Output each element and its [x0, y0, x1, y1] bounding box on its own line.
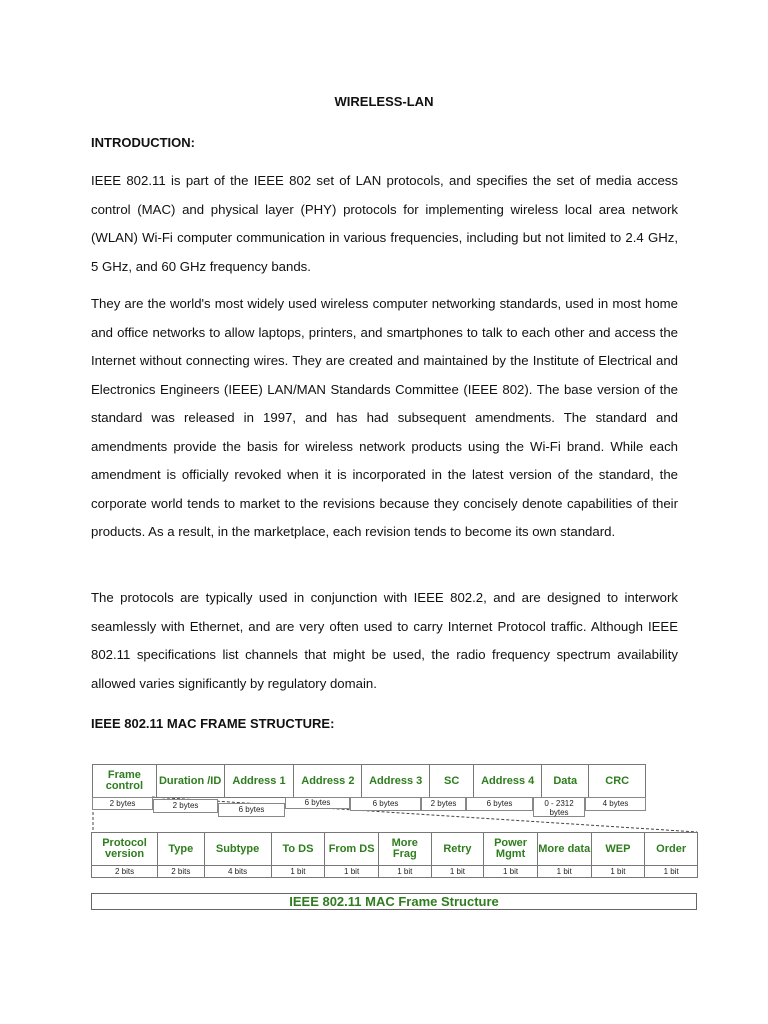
- control-field: Power Mgmt: [484, 833, 538, 866]
- frame-size: 2 bytes: [153, 799, 218, 813]
- frame-field: SC: [430, 765, 474, 798]
- intro-heading: INTRODUCTION:: [91, 135, 195, 150]
- control-field: Type: [158, 833, 204, 866]
- frame-field: Address 1: [224, 765, 294, 798]
- frame-field: Duration /ID: [156, 765, 224, 798]
- paragraph-3: The protocols are typically used in conjunction with IEEE 802.2, and are designed to interwork seamlessly with Ethernet, and are very often used to carry Internet Protocol traffic. Although IEEE 802.11 specifications list channels that might be used, the radio frequency spectrum availability allowed varies significantly by regulatory domain.: [91, 590, 678, 691]
- frame-size: 6 bytes: [218, 803, 285, 817]
- control-field: WEP: [591, 833, 645, 866]
- frame-size: 2 bytes: [92, 797, 153, 810]
- frame-size: 4 bytes: [585, 797, 646, 811]
- control-size: 4 bits: [204, 866, 271, 878]
- frame-field: Address 3: [362, 765, 430, 798]
- frame-size: 0 - 2312 bytes: [533, 797, 585, 817]
- frame-size: 6 bytes: [350, 797, 421, 811]
- control-field: To DS: [271, 833, 325, 866]
- control-field: Order: [645, 833, 698, 866]
- control-size: 2 bits: [92, 866, 158, 878]
- control-field: More Frag: [378, 833, 431, 866]
- mac-frame-table: [92, 764, 646, 798]
- paragraph-2: They are the world's most widely used wireless computer networking standards, used in most home and office networks to allow laptops, printers, and smartphones to talk to each other and access the Internet without connecting wires. They are created and maintained by the Institute of Electrical and Electronics Engineers (IEEE) LAN/MAN Standards Committee (IEEE 802). The base version of the standard was released in 1997, and has had subsequent amendments. The standard and amendments provide the basis for wireless network products using the Wi-Fi brand. While each amendment is officially revoked when it is incorporated in the latest version of the standard, the corporate world tends to market to the revisions because they concisely denote capabilities of their products. As a result, in the marketplace, each revision tends to become its own standard.: [91, 296, 678, 539]
- control-size: 1 bit: [645, 866, 698, 878]
- mac-frame-heading: IEEE 802.11 MAC FRAME STRUCTURE:: [91, 716, 335, 731]
- frame-size: 6 bytes: [285, 797, 350, 809]
- frame-field: Data: [542, 765, 589, 798]
- paragraph-1: IEEE 802.11 is part of the IEEE 802 set of LAN protocols, and specifies the set of media access control (MAC) and physical layer (PHY) protocols for implementing wireless local area network (WLAN) Wi-Fi computer communication in various frequencies, including but not limited to 2.4 GHz, 5 GHz, and 60 GHz frequency bands.: [91, 173, 678, 274]
- diagram-caption: IEEE 802.11 MAC Frame Structure: [91, 893, 697, 910]
- control-field: More data: [537, 833, 591, 866]
- control-field: Subtype: [204, 833, 271, 866]
- control-size: 1 bit: [378, 866, 431, 878]
- control-size: 1 bit: [537, 866, 591, 878]
- frame-size: 2 bytes: [421, 797, 466, 811]
- frame-field: Address 4: [474, 765, 542, 798]
- control-field: Protocol version: [92, 833, 158, 866]
- frame-control-table: [91, 832, 698, 878]
- frame-field: CRC: [589, 765, 646, 798]
- control-size: 1 bit: [484, 866, 538, 878]
- control-size: 1 bit: [271, 866, 325, 878]
- page-title: WIRELESS-LAN: [334, 94, 434, 109]
- control-size: 1 bit: [591, 866, 645, 878]
- frame-field: Address 2: [294, 765, 362, 798]
- frame-size: 6 bytes: [466, 797, 533, 811]
- control-field: From DS: [325, 833, 379, 866]
- frame-field: Frame control: [93, 765, 157, 798]
- control-size: 2 bits: [158, 866, 204, 878]
- control-size: 1 bit: [431, 866, 484, 878]
- control-field: Retry: [431, 833, 484, 866]
- control-size: 1 bit: [325, 866, 379, 878]
